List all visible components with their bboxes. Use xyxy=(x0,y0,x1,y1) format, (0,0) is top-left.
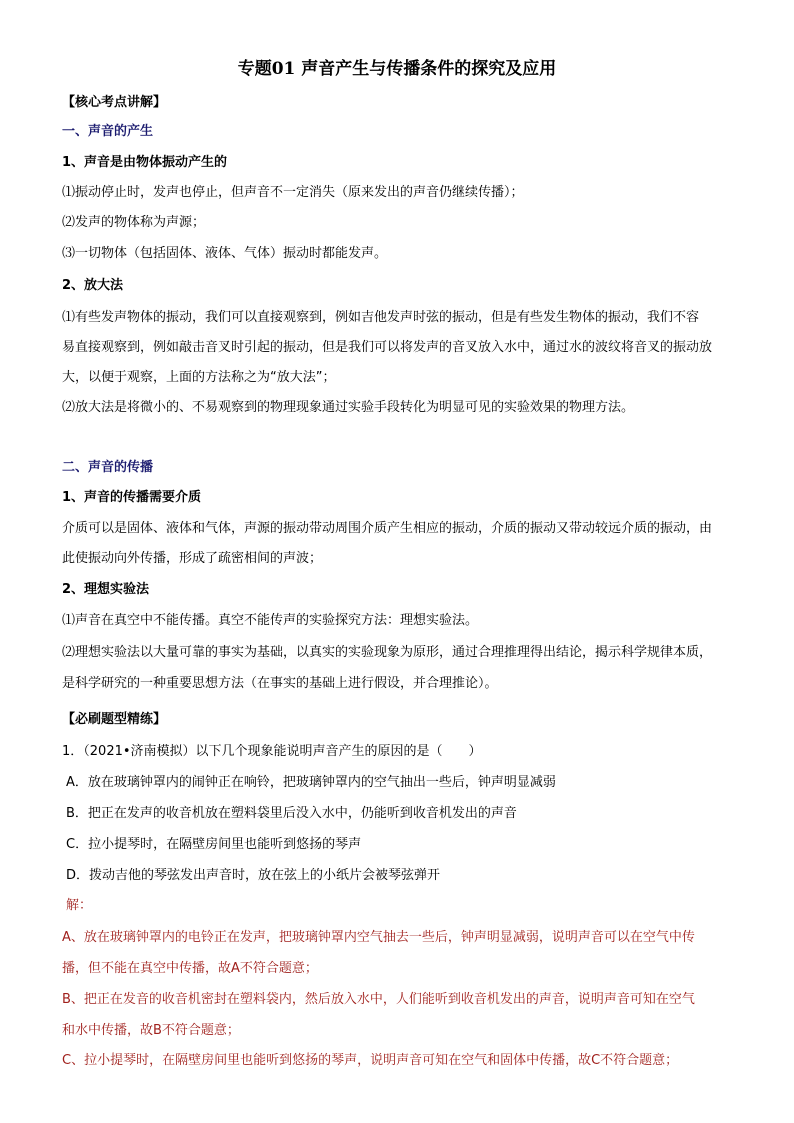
answer-text: C、拉小提琴时，在隔壁房间里也能听到悠扬的琴声，说明声音可知在空气和固体中传播，故C不符合题意； xyxy=(62,1053,679,1068)
paragraph: 此使振动向外传播，形成了疏密相间的声波； xyxy=(62,551,323,566)
answer-label: 解： xyxy=(66,898,93,913)
option-d: D．拨动吉他的琴弦发出声音时，放在弦上的小纸片会被琴弦弹开 xyxy=(66,868,441,883)
subheading-2-2: 2、理想实验法 xyxy=(62,582,150,597)
answer-text: A、放在玻璃钟罩内的电铃正在发声，把玻璃钟罩内空气抽去一些后，钟声明显减弱，说明声音可以在空气中传 xyxy=(62,930,695,945)
section-1-heading: 一、声音的产生 xyxy=(62,124,154,139)
paragraph: ⑵理想实验法以大量可靠的事实为基础，以真实的实验现象为原形，通过合理推理得出结论，揭示科学规律本质， xyxy=(62,645,713,660)
paragraph: ⑴振动停止时，发声也停止，但声音不一定消失（原来发出的声音仍继续传播）； xyxy=(62,185,524,200)
answer-text: B、把正在发音的收音机密封在塑料袋内，然后放入水中，人们能听到收音机发出的声音，说明声音可知在空气 xyxy=(62,992,695,1007)
paragraph: 介质可以是固体、液体和气体，声源的振动带动周围介质产生相应的振动，介质的振动又带动较远介质的振动，由 xyxy=(62,521,713,536)
paragraph: ⑵放大法是将微小的、不易观察到的物理现象通过实验手段转化为明显可见的实验效果的物理方法。 xyxy=(62,400,635,415)
answer-text: 和水中传播，故B不符合题意； xyxy=(62,1023,240,1038)
section-practice-heading: 【必刷题型精练】 xyxy=(62,712,167,727)
paragraph: ⑵发声的物体称为声源； xyxy=(62,215,206,230)
subheading-2-1: 1、声音的传播需要介质 xyxy=(62,490,202,505)
page-title: 专题01 声音产生与传播条件的探究及应用 xyxy=(237,59,557,79)
section-2-heading: 二、声音的传播 xyxy=(62,460,154,475)
section-core-heading: 【核心考点讲解】 xyxy=(62,95,167,110)
paragraph: 易直接观察到，例如敲击音叉时引起的振动，但是我们可以将发声的音叉放入水中，通过水的波纹将音叉的振动放 xyxy=(62,340,713,355)
subheading-1-2: 2、放大法 xyxy=(62,278,124,293)
option-b: B．把正在发声的收音机放在塑料袋里后没入水中，仍能听到收音机发出的声音 xyxy=(66,806,517,821)
paragraph: ⑶一切物体（包括固体、液体、气体）振动时都能发声。 xyxy=(62,246,388,261)
paragraph: ⑴声音在真空中不能传播。真空不能传声的实验探究方法：理想实验法。 xyxy=(62,613,479,628)
answer-text: 播，但不能在真空中传播，故A不符合题意； xyxy=(62,961,318,976)
question-stem: 1．（2021•济南模拟）以下几个现象能说明声音产生的原因的是（ ） xyxy=(62,744,482,759)
option-a: A．放在玻璃钟罩内的闹钟正在响铃，把玻璃钟罩内的空气抽出一些后，钟声明显减弱 xyxy=(66,775,556,790)
paragraph: 大，以便于观察，上面的方法称之为“放大法”； xyxy=(62,370,336,385)
paragraph: ⑴有些发声物体的振动，我们可以直接观察到，例如吉他发声时弦的振动，但是有些发生物体的振动，我们不容 xyxy=(62,310,700,325)
subheading-1-1: 1、声音是由物体振动产生的 xyxy=(62,155,228,170)
option-c: C．拉小提琴时，在隔壁房间里也能听到悠扬的琴声 xyxy=(66,837,362,852)
paragraph: 是科学研究的一种重要思想方法（在事实的基础上进行假设，并合理推论）。 xyxy=(62,676,498,691)
